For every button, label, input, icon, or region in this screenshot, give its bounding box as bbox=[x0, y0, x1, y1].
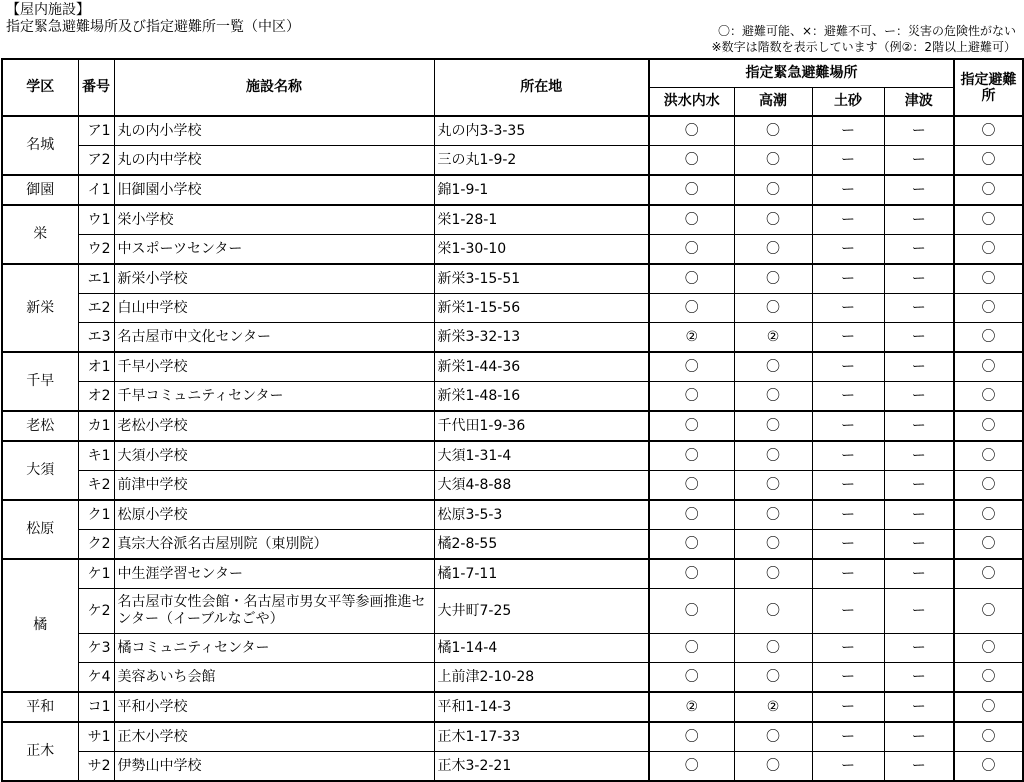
shelter-cell: 〇 bbox=[954, 559, 1023, 589]
number-cell: ク2 bbox=[78, 530, 114, 560]
shelter-cell: 〇 bbox=[954, 634, 1023, 663]
flood-cell: 〇 bbox=[649, 634, 734, 663]
address-cell: 三の丸1-9-2 bbox=[434, 146, 649, 176]
tsunami-cell: ー bbox=[884, 352, 954, 382]
facility-name-cell: 白山中学校 bbox=[114, 294, 434, 323]
facility-name-cell: 正木小学校 bbox=[114, 722, 434, 752]
flood-cell: ② bbox=[649, 323, 734, 353]
storm-surge-cell: 〇 bbox=[734, 146, 812, 176]
district-cell: 千早 bbox=[2, 352, 78, 411]
shelter-cell: 〇 bbox=[954, 264, 1023, 294]
shelter-cell: 〇 bbox=[954, 205, 1023, 235]
landslide-cell: ー bbox=[812, 441, 884, 471]
tsunami-cell: ー bbox=[884, 175, 954, 205]
table-row bbox=[2, 589, 1023, 634]
shelter-cell: 〇 bbox=[954, 500, 1023, 530]
shelter-cell: 〇 bbox=[954, 323, 1023, 353]
address-cell: 橘1-14-4 bbox=[434, 634, 649, 663]
storm-surge-cell: 〇 bbox=[734, 352, 812, 382]
tsunami-cell: ー bbox=[884, 692, 954, 722]
address-cell: 大須1-31-4 bbox=[434, 441, 649, 471]
flood-cell: 〇 bbox=[649, 500, 734, 530]
table-row bbox=[2, 441, 1023, 471]
shelter-cell: 〇 bbox=[954, 663, 1023, 693]
storm-surge-cell: ② bbox=[734, 323, 812, 353]
landslide-cell: ー bbox=[812, 175, 884, 205]
shelter-table bbox=[1, 58, 1024, 782]
flood-cell: 〇 bbox=[649, 294, 734, 323]
shelter-cell: 〇 bbox=[954, 294, 1023, 323]
flood-cell: 〇 bbox=[649, 116, 734, 146]
landslide-cell: ー bbox=[812, 692, 884, 722]
landslide-cell: ー bbox=[812, 411, 884, 441]
header-storm-surge: 高潮 bbox=[734, 88, 812, 117]
legend-floor-note: ※数字は階数を表示しています（例②：2階以上避難可） bbox=[711, 40, 1016, 54]
facility-name-cell: 真宗大谷派名古屋別院（東別院） bbox=[114, 530, 434, 560]
tsunami-cell: ー bbox=[884, 411, 954, 441]
address-cell: 松原3-5-3 bbox=[434, 500, 649, 530]
shelter-cell: 〇 bbox=[954, 752, 1023, 782]
landslide-cell: ー bbox=[812, 382, 884, 412]
facility-name-cell: 名古屋市女性会館・名古屋市男女平等参画推進センター（イーブルなごや） bbox=[114, 589, 434, 634]
district-cell: 御園 bbox=[2, 175, 78, 205]
table-row bbox=[2, 205, 1023, 235]
number-cell: ウ2 bbox=[78, 235, 114, 265]
page-title: 指定緊急避難場所及び指定避難所一覧（中区） bbox=[6, 19, 300, 35]
facility-name-cell: 老松小学校 bbox=[114, 411, 434, 441]
tsunami-cell: ー bbox=[884, 752, 954, 782]
number-cell: ケ4 bbox=[78, 663, 114, 693]
storm-surge-cell: 〇 bbox=[734, 116, 812, 146]
landslide-cell: ー bbox=[812, 323, 884, 353]
storm-surge-cell: 〇 bbox=[734, 441, 812, 471]
number-cell: キ1 bbox=[78, 441, 114, 471]
facility-name-cell: 丸の内小学校 bbox=[114, 116, 434, 146]
storm-surge-cell: 〇 bbox=[734, 294, 812, 323]
tsunami-cell: ー bbox=[884, 264, 954, 294]
flood-cell: 〇 bbox=[649, 752, 734, 782]
landslide-cell: ー bbox=[812, 146, 884, 176]
table-row bbox=[2, 382, 1023, 412]
address-cell: 上前津2-10-28 bbox=[434, 663, 649, 693]
tsunami-cell: ー bbox=[884, 663, 954, 693]
number-cell: ア2 bbox=[78, 146, 114, 176]
storm-surge-cell: 〇 bbox=[734, 235, 812, 265]
number-cell: サ1 bbox=[78, 722, 114, 752]
tsunami-cell: ー bbox=[884, 589, 954, 634]
number-cell: エ2 bbox=[78, 294, 114, 323]
storm-surge-cell: 〇 bbox=[734, 264, 812, 294]
tsunami-cell: ー bbox=[884, 205, 954, 235]
facility-name-cell: 平和小学校 bbox=[114, 692, 434, 722]
address-cell: 橘1-7-11 bbox=[434, 559, 649, 589]
landslide-cell: ー bbox=[812, 352, 884, 382]
number-cell: カ1 bbox=[78, 411, 114, 441]
facility-name-cell: 中生涯学習センター bbox=[114, 559, 434, 589]
facility-name-cell: 旧御園小学校 bbox=[114, 175, 434, 205]
facility-name-cell: 名古屋市中文化センター bbox=[114, 323, 434, 353]
facility-name-cell: 伊勢山中学校 bbox=[114, 752, 434, 782]
table-row bbox=[2, 500, 1023, 530]
table-row bbox=[2, 471, 1023, 501]
page-section-label: 【屋内施設】 bbox=[6, 2, 90, 18]
facility-name-cell: 千早コミュニティセンター bbox=[114, 382, 434, 412]
table-row bbox=[2, 175, 1023, 205]
header-tsunami: 津波 bbox=[884, 88, 954, 117]
header-flood: 洪水内水 bbox=[649, 88, 734, 117]
address-cell: 橘2-8-55 bbox=[434, 530, 649, 560]
shelter-cell: 〇 bbox=[954, 692, 1023, 722]
storm-surge-cell: 〇 bbox=[734, 722, 812, 752]
number-cell: ケ2 bbox=[78, 589, 114, 634]
district-cell: 松原 bbox=[2, 500, 78, 559]
landslide-cell: ー bbox=[812, 589, 884, 634]
number-cell: イ1 bbox=[78, 175, 114, 205]
tsunami-cell: ー bbox=[884, 500, 954, 530]
facility-name-cell: 新栄小学校 bbox=[114, 264, 434, 294]
shelter-cell: 〇 bbox=[954, 411, 1023, 441]
flood-cell: ② bbox=[649, 692, 734, 722]
number-cell: ク1 bbox=[78, 500, 114, 530]
flood-cell: 〇 bbox=[649, 559, 734, 589]
landslide-cell: ー bbox=[812, 722, 884, 752]
shelter-cell: 〇 bbox=[954, 352, 1023, 382]
number-cell: コ1 bbox=[78, 692, 114, 722]
shelter-cell: 〇 bbox=[954, 235, 1023, 265]
address-cell: 新栄3-32-13 bbox=[434, 323, 649, 353]
storm-surge-cell: 〇 bbox=[734, 205, 812, 235]
flood-cell: 〇 bbox=[649, 663, 734, 693]
flood-cell: 〇 bbox=[649, 441, 734, 471]
landslide-cell: ー bbox=[812, 530, 884, 560]
landslide-cell: ー bbox=[812, 264, 884, 294]
landslide-cell: ー bbox=[812, 116, 884, 146]
tsunami-cell: ー bbox=[884, 323, 954, 353]
shelter-cell: 〇 bbox=[954, 471, 1023, 501]
district-cell: 新栄 bbox=[2, 264, 78, 352]
storm-surge-cell: 〇 bbox=[734, 530, 812, 560]
storm-surge-cell: 〇 bbox=[734, 411, 812, 441]
flood-cell: 〇 bbox=[649, 411, 734, 441]
tsunami-cell: ー bbox=[884, 146, 954, 176]
number-cell: エ3 bbox=[78, 323, 114, 353]
storm-surge-cell: ② bbox=[734, 692, 812, 722]
number-cell: ケ3 bbox=[78, 634, 114, 663]
number-cell: ア1 bbox=[78, 116, 114, 146]
number-cell: キ2 bbox=[78, 471, 114, 501]
shelter-cell: 〇 bbox=[954, 175, 1023, 205]
shelter-cell: 〇 bbox=[954, 722, 1023, 752]
flood-cell: 〇 bbox=[649, 352, 734, 382]
storm-surge-cell: 〇 bbox=[734, 589, 812, 634]
address-cell: 錦1-9-1 bbox=[434, 175, 649, 205]
number-cell: オ1 bbox=[78, 352, 114, 382]
header-shelter: 指定避難所 bbox=[954, 59, 1023, 116]
storm-surge-cell: 〇 bbox=[734, 471, 812, 501]
shelter-cell: 〇 bbox=[954, 530, 1023, 560]
table-row bbox=[2, 264, 1023, 294]
table-row bbox=[2, 722, 1023, 752]
district-cell: 正木 bbox=[2, 722, 78, 781]
landslide-cell: ー bbox=[812, 235, 884, 265]
table-row bbox=[2, 752, 1023, 782]
header-landslide: 土砂 bbox=[812, 88, 884, 117]
shelter-cell: 〇 bbox=[954, 382, 1023, 412]
flood-cell: 〇 bbox=[649, 722, 734, 752]
table-row bbox=[2, 323, 1023, 353]
address-cell: 千代田1-9-36 bbox=[434, 411, 649, 441]
district-cell: 橘 bbox=[2, 559, 78, 692]
number-cell: サ2 bbox=[78, 752, 114, 782]
storm-surge-cell: 〇 bbox=[734, 175, 812, 205]
flood-cell: 〇 bbox=[649, 471, 734, 501]
storm-surge-cell: 〇 bbox=[734, 382, 812, 412]
flood-cell: 〇 bbox=[649, 146, 734, 176]
landslide-cell: ー bbox=[812, 559, 884, 589]
district-cell: 老松 bbox=[2, 411, 78, 441]
address-cell: 栄1-28-1 bbox=[434, 205, 649, 235]
table-row bbox=[2, 559, 1023, 589]
table-row bbox=[2, 692, 1023, 722]
table-row bbox=[2, 352, 1023, 382]
table-row bbox=[2, 116, 1023, 146]
tsunami-cell: ー bbox=[884, 471, 954, 501]
table-row bbox=[2, 146, 1023, 176]
number-cell: エ1 bbox=[78, 264, 114, 294]
storm-surge-cell: 〇 bbox=[734, 663, 812, 693]
storm-surge-cell: 〇 bbox=[734, 634, 812, 663]
table-row bbox=[2, 411, 1023, 441]
storm-surge-cell: 〇 bbox=[734, 752, 812, 782]
address-cell: 新栄1-15-56 bbox=[434, 294, 649, 323]
facility-name-cell: 千早小学校 bbox=[114, 352, 434, 382]
number-cell: オ2 bbox=[78, 382, 114, 412]
address-cell: 丸の内3-3-35 bbox=[434, 116, 649, 146]
facility-name-cell: 中スポーツセンター bbox=[114, 235, 434, 265]
flood-cell: 〇 bbox=[649, 382, 734, 412]
table-row bbox=[2, 294, 1023, 323]
table-row bbox=[2, 663, 1023, 693]
header-facility-name: 施設名称 bbox=[114, 59, 434, 116]
flood-cell: 〇 bbox=[649, 235, 734, 265]
district-cell: 平和 bbox=[2, 692, 78, 722]
shelter-cell: 〇 bbox=[954, 441, 1023, 471]
storm-surge-cell: 〇 bbox=[734, 559, 812, 589]
address-cell: 新栄3-15-51 bbox=[434, 264, 649, 294]
header-address: 所在地 bbox=[434, 59, 649, 116]
header-number: 番号 bbox=[78, 59, 114, 116]
tsunami-cell: ー bbox=[884, 530, 954, 560]
storm-surge-cell: 〇 bbox=[734, 500, 812, 530]
table-row bbox=[2, 634, 1023, 663]
header-emergency-group: 指定緊急避難場所 bbox=[649, 59, 954, 88]
address-cell: 正木1-17-33 bbox=[434, 722, 649, 752]
landslide-cell: ー bbox=[812, 663, 884, 693]
address-cell: 平和1-14-3 bbox=[434, 692, 649, 722]
landslide-cell: ー bbox=[812, 500, 884, 530]
district-cell: 栄 bbox=[2, 205, 78, 264]
tsunami-cell: ー bbox=[884, 116, 954, 146]
address-cell: 新栄1-48-16 bbox=[434, 382, 649, 412]
tsunami-cell: ー bbox=[884, 559, 954, 589]
number-cell: ウ1 bbox=[78, 205, 114, 235]
shelter-cell: 〇 bbox=[954, 589, 1023, 634]
address-cell: 正木3-2-21 bbox=[434, 752, 649, 782]
landslide-cell: ー bbox=[812, 205, 884, 235]
facility-name-cell: 栄小学校 bbox=[114, 205, 434, 235]
shelter-cell: 〇 bbox=[954, 146, 1023, 176]
shelter-cell: 〇 bbox=[954, 116, 1023, 146]
tsunami-cell: ー bbox=[884, 722, 954, 752]
district-cell: 大須 bbox=[2, 441, 78, 500]
table-row bbox=[2, 530, 1023, 560]
tsunami-cell: ー bbox=[884, 294, 954, 323]
tsunami-cell: ー bbox=[884, 382, 954, 412]
tsunami-cell: ー bbox=[884, 235, 954, 265]
number-cell: ケ1 bbox=[78, 559, 114, 589]
landslide-cell: ー bbox=[812, 752, 884, 782]
address-cell: 栄1-30-10 bbox=[434, 235, 649, 265]
legend-symbols: 〇：避難可能、×：避難不可、ー：災害の危険性がない bbox=[717, 24, 1016, 38]
facility-name-cell: 松原小学校 bbox=[114, 500, 434, 530]
table-row bbox=[2, 235, 1023, 265]
tsunami-cell: ー bbox=[884, 634, 954, 663]
facility-name-cell: 前津中学校 bbox=[114, 471, 434, 501]
landslide-cell: ー bbox=[812, 634, 884, 663]
header-district: 学区 bbox=[2, 59, 78, 116]
landslide-cell: ー bbox=[812, 471, 884, 501]
district-cell: 名城 bbox=[2, 116, 78, 175]
address-cell: 大須4-8-88 bbox=[434, 471, 649, 501]
address-cell: 大井町7-25 bbox=[434, 589, 649, 634]
flood-cell: 〇 bbox=[649, 530, 734, 560]
flood-cell: 〇 bbox=[649, 589, 734, 634]
address-cell: 新栄1-44-36 bbox=[434, 352, 649, 382]
tsunami-cell: ー bbox=[884, 441, 954, 471]
facility-name-cell: 大須小学校 bbox=[114, 441, 434, 471]
facility-name-cell: 丸の内中学校 bbox=[114, 146, 434, 176]
facility-name-cell: 美容あいち会館 bbox=[114, 663, 434, 693]
flood-cell: 〇 bbox=[649, 175, 734, 205]
flood-cell: 〇 bbox=[649, 264, 734, 294]
flood-cell: 〇 bbox=[649, 205, 734, 235]
landslide-cell: ー bbox=[812, 294, 884, 323]
facility-name-cell: 橘コミュニティセンター bbox=[114, 634, 434, 663]
